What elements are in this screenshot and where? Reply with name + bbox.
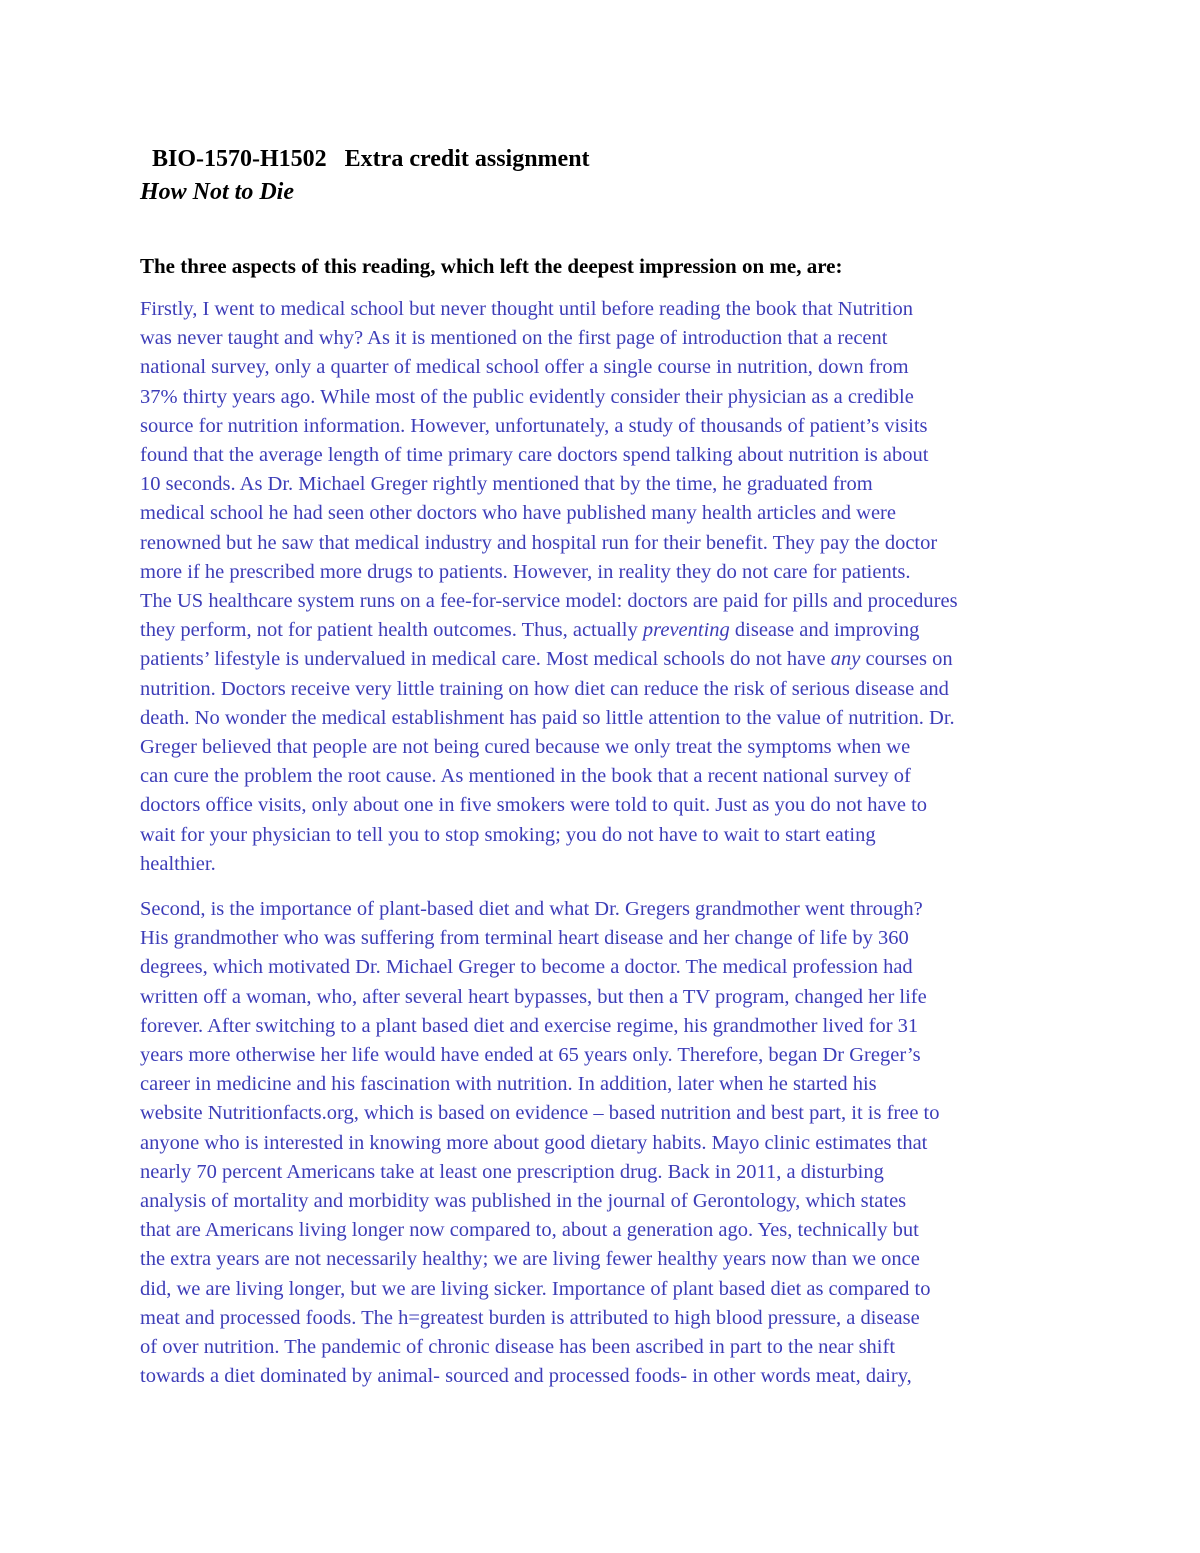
paragraph-line: Greger believed that people are not being cured because we only treat the symptoms when we [140, 736, 911, 759]
paragraph-line: towards a diet dominated by animal- sourced and processed foods- in other words meat, dairy, [140, 1365, 912, 1388]
paragraph-line: degrees, which motivated Dr. Michael Greger to become a doctor. The medical profession had [140, 956, 913, 979]
paragraph-line [140, 645, 1070, 674]
paragraph-line: wait for your physician to tell you to stop smoking; you do not have to wait to start eating [140, 823, 876, 846]
paragraph-line: can cure the problem the root cause. As mentioned in the book that a recent national survey of [140, 765, 911, 788]
paragraph-line: of over nutrition. The pandemic of chronic disease has been ascribed in part to the near shift [140, 1336, 896, 1359]
paragraph-line: forever. After switching to a plant based diet and exercise regime, his grandmother lived for 31 [140, 1014, 919, 1037]
paragraph-line: source for nutrition information. However, unfortunately, a study of thousands of patient’s visits [140, 414, 928, 437]
paragraph-line: Second, is the importance of plant-based diet and what Dr. Gregers grandmother went through? [140, 898, 923, 920]
paragraph-line: did, we are living longer, but we are living sicker. Importance of plant based diet as compared to [140, 1277, 931, 1300]
paragraph-first-aspect [140, 295, 1070, 879]
paragraph-line: Firstly, I went to medical school but never thought until before reading the book that Nutrition [140, 298, 913, 320]
paragraph-line: renowned but he saw that medical industry and hospital run for their benefit. They pay the doctor [140, 531, 938, 554]
paragraph-line: 37% thirty years ago. While most of the public evidently consider their physician as a credible [140, 385, 914, 408]
paragraph-line: website Nutritionfacts.org, which is based on evidence – based nutrition and best part, it is free to [140, 1102, 940, 1125]
paragraph-line: national survey, only a quarter of medical school offer a single course in nutrition, down from [140, 356, 909, 379]
paragraph-line: healthier. [140, 852, 216, 875]
document-title: BIO-1570-H1502 Extra credit assignment [152, 146, 590, 172]
paragraph-line: The US healthcare system runs on a fee-for-service model: doctors are paid for pills and procedures [140, 590, 958, 613]
line-text: patients’ lifestyle is undervalued in medical care. Most medical schools do not have [140, 648, 831, 671]
paragraph-line: nearly 70 percent Americans take at least one prescription drug. Back in 2011, a disturbing [140, 1160, 884, 1183]
emphasis-any: any [830, 648, 861, 671]
line-text: disease and improving [729, 619, 920, 642]
emphasis-preventing: preventing [642, 619, 730, 642]
paragraph-line: doctors office visits, only about one in five smokers were told to quit. Just as you do not have to [140, 794, 928, 817]
line-text: they perform, not for patient health outcomes. Thus, actually [140, 619, 643, 642]
paragraph-line: career in medicine and his fascination with nutrition. In addition, later when he started his [140, 1073, 877, 1096]
paragraph-line: more if he prescribed more drugs to patients. However, in reality they do not care for patients. [140, 560, 911, 583]
paragraph-line: nutrition. Doctors receive very little training on how diet can reduce the risk of serious disease and [140, 677, 949, 700]
paragraph-line: medical school he had seen other doctors who have published many health articles and were [140, 502, 896, 525]
line-text: courses on [860, 648, 953, 671]
paragraph-line: 10 seconds. As Dr. Michael Greger rightly mentioned that by the time, he graduated from [140, 473, 873, 496]
document-subtitle: How Not to Die [140, 179, 294, 205]
paragraph-line: found that the average length of time primary care doctors spend talking about nutrition is about [140, 444, 929, 467]
paragraph-line: the extra years are not necessarily healthy; we are living fewer healthy years now than we once [140, 1248, 920, 1271]
paragraph-line: written off a woman, who, after several heart bypasses, but then a TV program, changed her life [140, 985, 927, 1008]
paragraph-line: death. No wonder the medical establishment has paid so little attention to the value of nutrition. Dr. [140, 706, 955, 729]
assignment-prompt: The three aspects of this reading, which left the deepest impression on me, are: [140, 254, 843, 278]
paragraph-second-aspect [140, 895, 1070, 1391]
paragraph-line [140, 616, 1070, 645]
paragraph-line: analysis of mortality and morbidity was published in the journal of Gerontology, which states [140, 1190, 907, 1213]
paragraph-line: was never taught and why? As it is mentioned on the first page of introduction that a recent [140, 327, 888, 350]
paragraph-line: years more otherwise her life would have ended at 65 years only. Therefore, began Dr Greger’s [140, 1044, 921, 1067]
paragraph-line: anyone who is interested in knowing more about good dietary habits. Mayo clinic estimates that [140, 1131, 928, 1154]
paragraph-line: meat and processed foods. The h=greatest burden is attributed to high blood pressure, a disease [140, 1306, 920, 1329]
paragraph-line: His grandmother who was suffering from terminal heart disease and her change of life by 360 [140, 927, 909, 950]
paragraph-line: that are Americans living longer now compared to, about a generation ago. Yes, technically but [140, 1219, 919, 1242]
